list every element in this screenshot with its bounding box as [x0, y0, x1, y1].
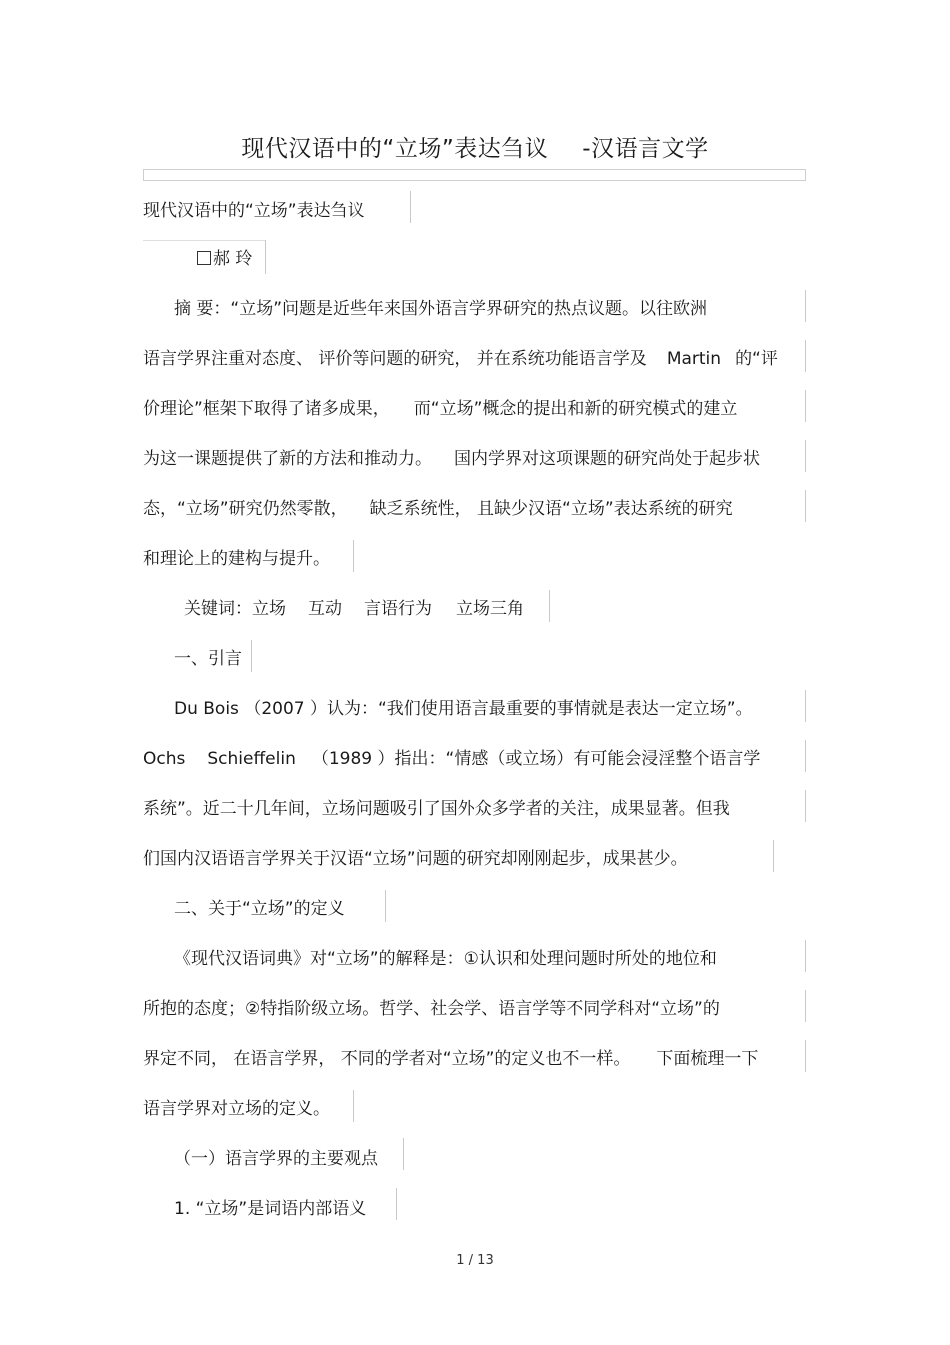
cell-border — [773, 840, 774, 872]
title-divider — [143, 169, 806, 181]
cell-border — [805, 340, 806, 372]
keyword: 互动 — [308, 599, 342, 619]
cell-border — [805, 490, 806, 522]
page-indicator: 1 / 13 — [456, 1253, 494, 1268]
cell-border — [805, 740, 806, 772]
author-line — [197, 248, 252, 270]
cell-border — [549, 590, 550, 622]
cell-border — [805, 1040, 806, 1072]
cell-border — [353, 540, 354, 572]
cell-border — [403, 1138, 404, 1170]
cell-border — [385, 890, 386, 922]
abstract-line: 语言学界注重对态度、 评价等问题的研究， 并在系统功能语言学及 Martin 的“评 — [143, 349, 778, 369]
cell-border — [805, 290, 806, 322]
abstract-line: 摘 要：“立场”问题是近些年来国外语言学界研究的热点议题。以往欧洲 — [174, 299, 708, 319]
cell-border — [805, 990, 806, 1022]
section-heading: 一、引言 — [174, 649, 242, 669]
abstract-line: 和理论上的建构与提升。 — [143, 549, 330, 569]
keywords-line — [184, 598, 524, 620]
abstract-line: 价理论”框架下取得了诸多成果， 而“立场”概念的提出和新的研究模式的建立 — [143, 399, 738, 419]
paragraph-line: Ochs Schieffelin （1989 ）指出：“情感（或立场）有可能会浸淫整个语言学 — [143, 749, 761, 769]
page-title — [0, 130, 950, 163]
paragraph-line: 语言学界对立场的定义。 — [143, 1099, 330, 1119]
keyword: 立场 — [252, 599, 286, 619]
cell-border — [805, 790, 806, 822]
paragraph-line: 《现代汉语词典》对“立场”的解释是：①认识和处理问题时所处的地位和 — [174, 949, 717, 969]
paragraph-line: Du Bois （2007 ）认为：“我们使用语言最重要的事情就是表达一定立场”。 — [174, 699, 753, 719]
subsection-heading: （一）语言学界的主要观点 — [174, 1149, 378, 1169]
keyword: 言语行为 — [364, 599, 432, 619]
cell-border — [410, 191, 411, 223]
checkbox-square-icon — [197, 251, 211, 265]
section-heading: 二、关于“立场”的定义 — [174, 899, 345, 919]
title-main: 现代汉语中的“立场”表达刍议 — [241, 136, 549, 162]
list-item: 1. “立场”是词语内部语义 — [174, 1199, 367, 1219]
cell-border — [396, 1188, 397, 1220]
paragraph-line: 系统”。近二十几年间，立场问题吸引了国外众多学者的关注，成果显著。但我 — [143, 799, 730, 819]
cell-border — [251, 640, 252, 672]
title-suffix: -汉语言文学 — [582, 136, 709, 162]
cell-border — [805, 940, 806, 972]
abstract-line: 为这一课题提供了新的方法和推动力。 国内学界对这项课题的研究尚处于起步状 — [143, 449, 760, 469]
author-name: 郝 玲 — [213, 249, 253, 269]
paragraph-line: 们国内汉语语言学界关于汉语“立场”问题的研究却刚刚起步，成果甚少。 — [143, 849, 688, 869]
keywords-label: 关键词： — [184, 599, 252, 619]
cell-border — [265, 240, 266, 274]
cell-border — [805, 440, 806, 472]
cell-border — [353, 1090, 354, 1122]
paragraph-line: 界定不同， 在语言学界， 不同的学者对“立场”的定义也不一样。 下面梳理一下 — [143, 1049, 759, 1069]
cell-border — [805, 690, 806, 722]
article-subtitle: 现代汉语中的“立场”表达刍议 — [143, 201, 365, 221]
abstract-line: 态，“立场”研究仍然零散， 缺乏系统性， 且缺少汉语“立场”表达系统的研究 — [143, 499, 733, 519]
keyword: 立场三角 — [456, 599, 524, 619]
paragraph-line: 所抱的态度；②特指阶级立场。哲学、社会学、语言学等不同学科对“立场”的 — [143, 999, 720, 1019]
cell-border — [805, 390, 806, 422]
cell-border — [143, 240, 265, 241]
